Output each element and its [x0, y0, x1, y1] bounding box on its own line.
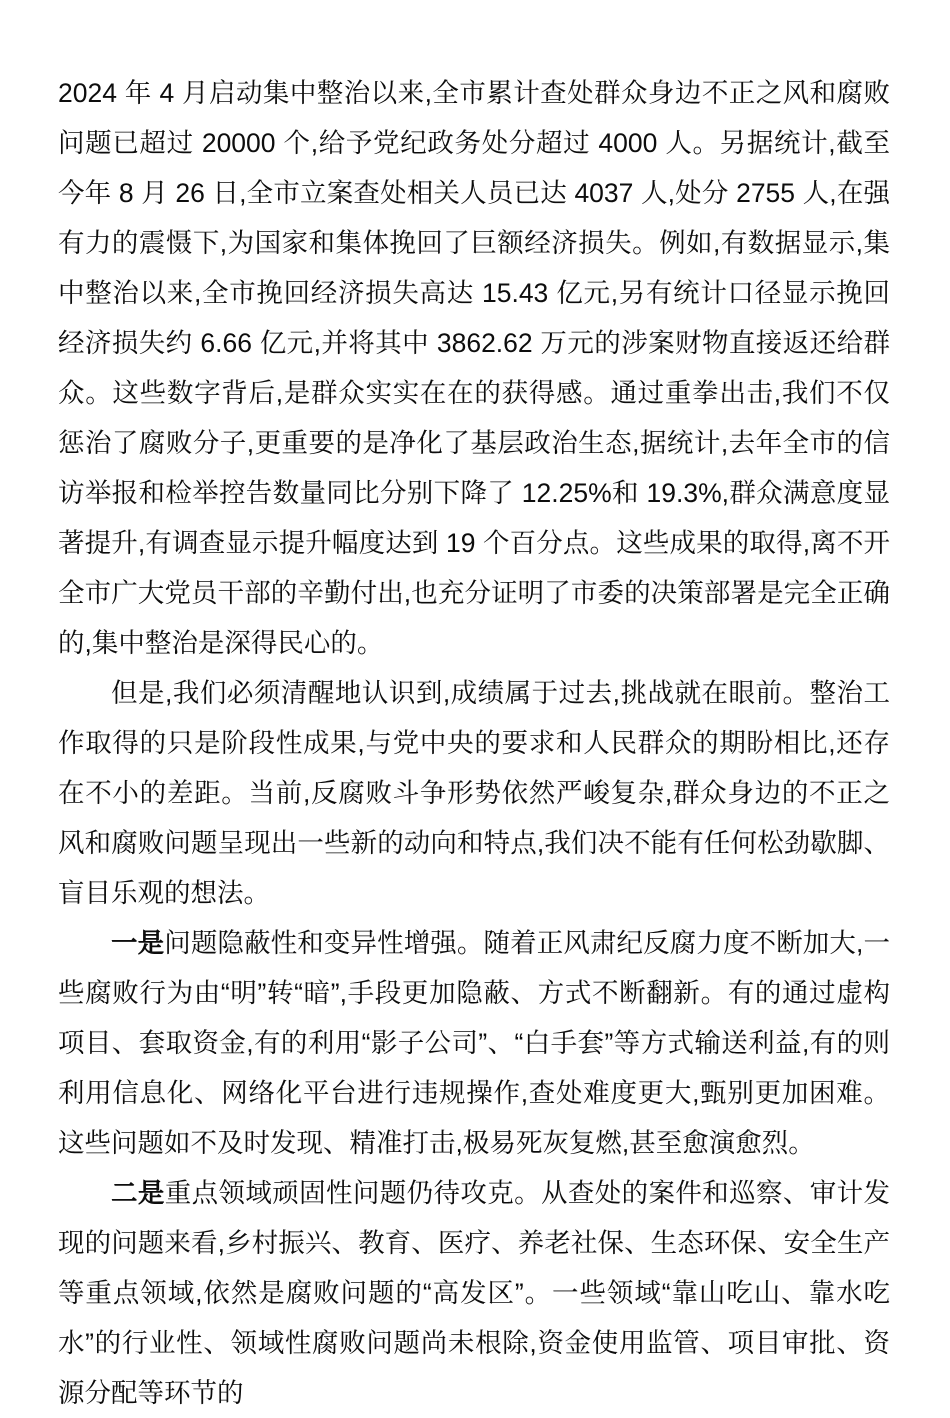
paragraph-4-lead: 二是 [111, 1178, 165, 1208]
paragraph-2 [58, 668, 890, 918]
paragraph-2-text: 但是,我们必须清醒地认识到,成绩属于过去,挑战就在眼前。整治工作取得的只是阶段性成果,与党中央的要求和人民群众的期盼相比,还存在不小的差距。当前,反腐败斗争形势依然严峻复杂,群众身边的不正之风和腐败问题呈现出一些新的动向和特点,我们决不能有任何松劲歇脚、盲目乐观的想法。 [58, 678, 890, 908]
paragraph-3-text: 问题隐蔽性和变异性增强。随着正风肃纪反腐力度不断加大,一些腐败行为由“明”转“暗”,手段更加隐蔽、方式不断翻新。有的通过虚构项目、套取资金,有的利用“影子公司”、“白手套”等方式输送利益,有的则利用信息化、网络化平台进行违规操作,查处难度更大,甄别更加困难。这些问题如不及时发现、精准打击,极易死灰复燃,甚至愈演愈烈。 [58, 928, 890, 1158]
paragraph-1 [58, 68, 890, 668]
paragraph-4 [58, 1168, 890, 1418]
paragraph-4-text: 重点领域顽固性问题仍待攻克。从查处的案件和巡察、审计发现的问题来看,乡村振兴、教育、医疗、养老社保、生态环保、安全生产等重点领域,依然是腐败问题的“高发区”。一些领域“靠山吃山、靠水吃水”的行业性、领域性腐败问题尚未根除,资金使用监管、项目审批、资源分配等环节的 [58, 1178, 890, 1408]
paragraph-3-lead: 一是 [111, 928, 165, 958]
paragraph-1-text: 2024 年 4 月启动集中整治以来,全市累计查处群众身边不正之风和腐败问题已超过 20000 个,给予党纪政务处分超过 4000 人。另据统计,截至今年 8 月 26 日,全市立案查处相关人员已达 4037 人,处分 2755 人,在强有力的震慑下,为国家和集体挽回了巨额经济损失。例如,有数据显示,集中整治以来,全市挽回经济损失高达 15.43 亿元,另有统计口径显示挽回经济损失约 6.66 亿元,并将其中 3862.62 万元的涉案财物直接返还给群众。这些数字背后,是群众实实在在的获得感。通过重拳出击,我们不仅惩治了腐败分子,更重要的是净化了基层政治生态,据统计,去年全市的信访举报和检举控告数量同比分别下降了 12.25%和 19.3%,群众满意度显著提升,有调查显示提升幅度达到 19 个百分点。这些成果的取得,离不开全市广大党员干部的辛勤付出,也充分证明了市委的决策部署是完全正确的,集中整治是深得民心的。 [58, 78, 890, 658]
paragraph-3 [58, 918, 890, 1168]
document-body [58, 68, 890, 1418]
